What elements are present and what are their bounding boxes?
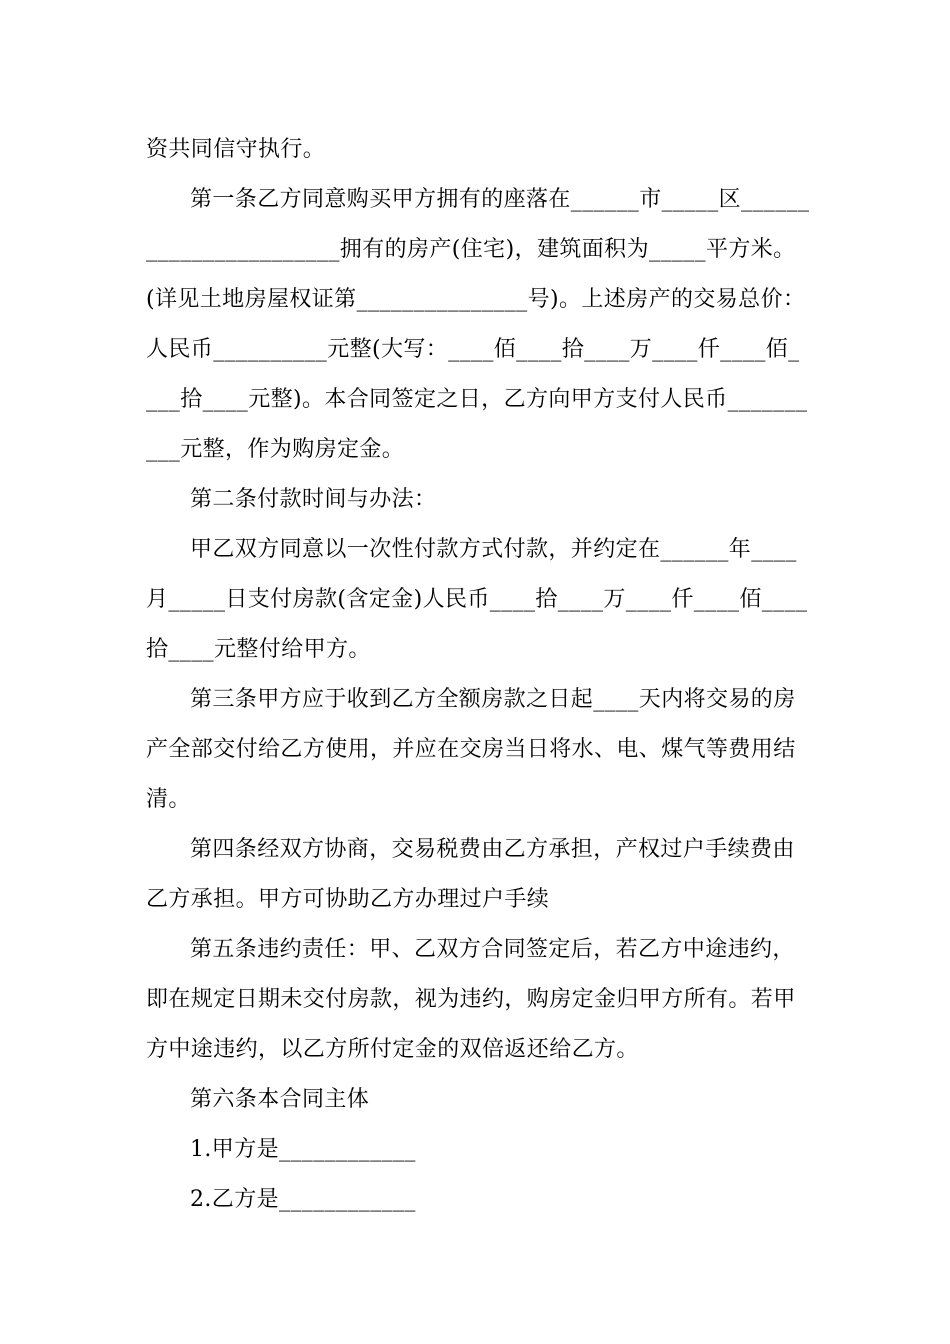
article-1-line-4: 人民币__________元整(大写：____佰____拾____万____仟____佰_ — [146, 337, 800, 362]
article-5-line-3: 方中途违约，以乙方所付定金的双倍返还给乙方。 — [146, 1037, 639, 1062]
article-2-line-2: 月_____日支付房款(含定金)人民币____拾____万____仟____佰____ — [146, 587, 808, 612]
article-2-line-3: 拾____元整付给甲方。 — [146, 637, 371, 662]
party-b-line: 2.乙方是____________ — [190, 1187, 416, 1212]
article-3-line-3: 清。 — [146, 787, 191, 812]
article-5-line-2: 即在规定日期未交付房款，视为违约，购房定金归甲方所有。若甲 — [146, 987, 796, 1012]
article-5-line-1: 第五条违约责任：甲、乙双方合同签定后，若乙方中途违约， — [190, 937, 795, 962]
party-a-line: 1.甲方是____________ — [190, 1137, 416, 1162]
article-1-line-5: ___拾____元整)。本合同签定之日，乙方向甲方支付人民币_______ — [146, 387, 808, 412]
paragraph-line: 资共同信守执行。 — [146, 137, 326, 162]
article-6-heading: 第六条本合同主体 — [190, 1087, 370, 1112]
article-3-line-2: 产全部交付给乙方使用，并应在交房当日将水、电、煤气等费用结 — [146, 737, 796, 762]
article-1-line-2: _________________拥有的房产(住宅)，建筑面积为_____平方米。 — [146, 237, 796, 262]
article-1-line-1: 第一条乙方同意购买甲方拥有的座落在______市_____区______ — [190, 187, 810, 212]
article-4-line-2: 乙方承担。甲方可协助乙方办理过户手续 — [146, 887, 550, 912]
article-1-line-6: ___元整，作为购房定金。 — [146, 437, 405, 462]
article-2-heading: 第二条付款时间与办法： — [190, 487, 437, 512]
article-4-line-1: 第四条经双方协商，交易税费由乙方承担，产权过户手续费由 — [190, 837, 795, 862]
article-1-line-3: (详见土地房屋权证第_______________号)。上述房产的交易总价： — [146, 287, 806, 312]
article-2-line-1: 甲乙双方同意以一次性付款方式付款，并约定在______年____ — [190, 537, 797, 562]
article-3-line-1: 第三条甲方应于收到乙方全额房款之日起____天内将交易的房 — [190, 687, 796, 712]
